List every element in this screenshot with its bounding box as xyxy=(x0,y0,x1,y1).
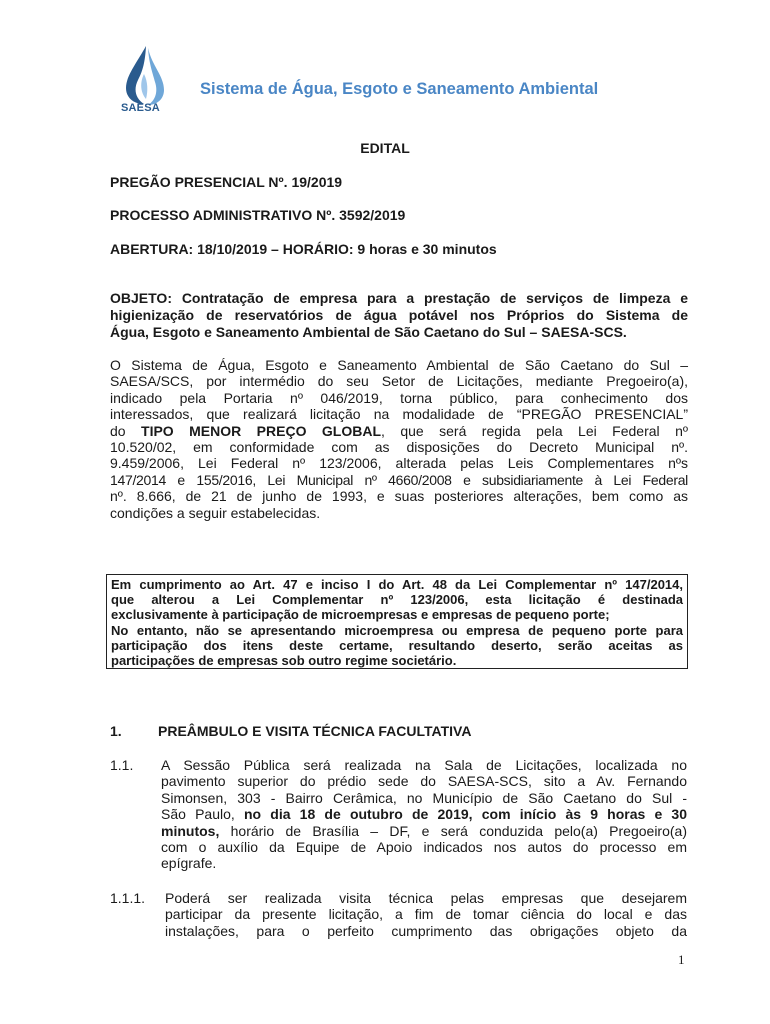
objeto-paragraph xyxy=(110,290,688,341)
item-number: 1.1.1. xyxy=(110,890,146,906)
item-line: pavimento superior do prédio sede do SAESA-SCS, sito a Av. Fernando xyxy=(161,773,687,790)
item-line: com o auxílio da Equipe de Apoio indicados nos autos do processo em xyxy=(161,839,687,856)
page-number: 1 xyxy=(678,952,685,967)
notice-line: Em cumprimento ao Art. 47 e inciso I do Art. 48 da Lei Complementar nº 147/2014, xyxy=(111,577,683,592)
item-line: Simonsen, 303 - Bairro Cerâmica, no Município de São Caetano do Sul - xyxy=(161,789,687,806)
section-number: 1. xyxy=(110,723,122,739)
item-line: minutos, horário de Brasília – DF, e será conduzida pelo(a) Pregoeiro(a) xyxy=(161,822,687,839)
processo-number: PROCESSO ADMINISTRATIVO Nº. 3592/2019 xyxy=(110,207,406,223)
item-line: A Sessão Pública será realizada na Sala de Licitações, localizada no xyxy=(161,757,687,773)
item-line: Poderá ser realizada visita técnica pelas empresas que desejarem xyxy=(165,890,687,906)
tipo-menor-preco: TIPO MENOR PREÇO GLOBAL xyxy=(141,422,381,439)
intro-line: nº. 8.666, de 21 de junho de 1993, e suas posteriores alterações, bem como as xyxy=(110,488,688,505)
intro-line: indicado pela Portaria nº 046/2019, torna público, para conhecimento dos xyxy=(110,389,688,406)
intro-paragraph xyxy=(110,357,688,521)
intro-line: condições a seguir estabelecidas. xyxy=(110,504,321,521)
notice-line: exclusivamente à participação de microempresas e empresas de pequeno porte; xyxy=(111,607,610,622)
notice-box xyxy=(106,574,688,669)
item-1-1-1-text xyxy=(165,890,687,939)
pregao-number: PREGÃO PRESENCIAL Nº. 19/2019 xyxy=(110,174,343,190)
doc-title: EDITAL xyxy=(360,140,410,156)
logo-text: SAESA xyxy=(121,102,160,114)
item-line: instalações, para o perfeito cumprimento das obrigações objeto da xyxy=(165,922,687,939)
item-line: participar da presente licitação, a fim de tomar ciência do local e das xyxy=(165,906,687,923)
notice-line: participação dos itens deste certame, resultando deserto, serão aceitas as xyxy=(111,638,683,653)
item-line: epígrafe. xyxy=(161,855,217,872)
item-number: 1.1. xyxy=(110,757,134,773)
intro-line: 147/2014 e 155/2016, Lei Municipal nº 4660/2008 e subsidiariamente à Lei Federal xyxy=(110,471,688,488)
abertura-line: ABERTURA: 18/10/2019 – HORÁRIO: 9 horas e 30 minutos xyxy=(110,241,497,257)
intro-line: 10.520/02, em conformidade com as disposições do Decreto Municipal nº. xyxy=(110,439,688,456)
org-name: Sistema de Água, Esgoto e Saneamento Ambiental xyxy=(200,80,599,98)
objeto-line: OBJETO: Contratação de empresa para a prestação de serviços de limpeza e xyxy=(110,290,688,306)
intro-line: interessados, que realizará licitação na modalidade de “PREGÃO PRESENCIAL” xyxy=(110,406,688,423)
notice-line: No entanto, não se apresentando microempresa ou empresa de pequeno porte para xyxy=(111,623,683,638)
item-1-1-text xyxy=(161,757,687,872)
intro-line: SAESA/SCS, por intermédio do seu Setor de Licitações, mediante Pregoeiro(a), xyxy=(110,373,688,390)
section-title: PREÂMBULO E VISITA TÉCNICA FACULTATIVA xyxy=(158,723,472,739)
intro-line: do TIPO MENOR PREÇO GLOBAL, que será regida pela Lei Federal nº xyxy=(110,422,688,439)
objeto-line: Água, Esgoto e Saneamento Ambiental de São Caetano do Sul – SAESA-SCS. xyxy=(110,324,627,340)
notice-line: participações de empresas sob outro regime societário. xyxy=(111,653,457,668)
notice-line: que alterou a Lei Complementar nº 123/2006, esta licitação é destinada xyxy=(111,592,683,607)
intro-line: O Sistema de Água, Esgoto e Saneamento Ambiental de São Caetano do Sul – xyxy=(110,357,688,373)
intro-line: 9.459/2006, Lei Federal nº 123/2006, alterada pelas Leis Complementares nºs xyxy=(110,455,688,472)
objeto-line: higienização de reservatórios de água potável nos Próprios do Sistema de xyxy=(110,307,688,323)
item-line: São Paulo, no dia 18 de outubro de 2019, com início às 9 horas e 30 xyxy=(161,806,688,823)
